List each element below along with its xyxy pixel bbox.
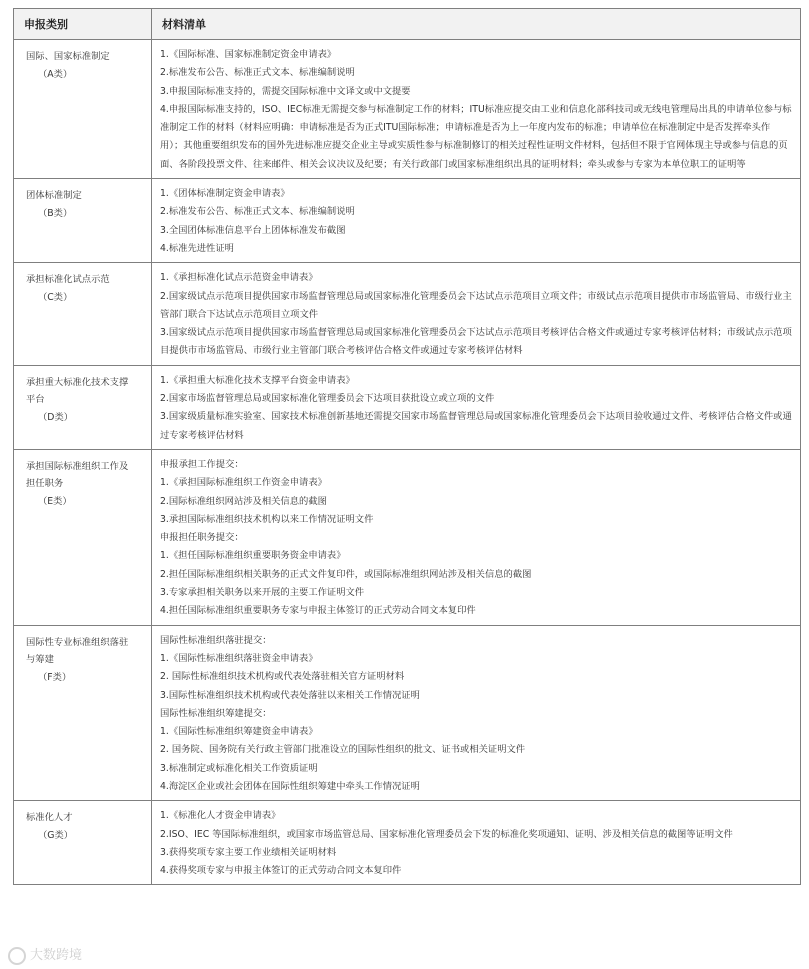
header-row xyxy=(14,9,801,40)
header-category: 申报类别 xyxy=(14,9,152,40)
materials-cell xyxy=(152,449,801,625)
category-line: 国际性专业标准组织落驻 xyxy=(26,636,129,648)
material-item: 1.《国际性标准组织落驻资金申请表》 xyxy=(160,652,318,664)
material-item: 申报担任职务提交： xyxy=(160,532,244,544)
header-materials: 材料清单 xyxy=(152,9,801,40)
materials-cell xyxy=(152,263,801,365)
category-line: （C类） xyxy=(38,291,73,303)
table-row xyxy=(14,179,801,263)
category-cell xyxy=(14,801,152,885)
category-line: （B类） xyxy=(38,207,73,219)
material-item: 2.国家市场监督管理总局或国家标准化管理委员会下达项目获批设立或立项的文件 xyxy=(160,393,495,405)
material-item: 3.国际性标准组织技术机构或代表处落驻以来相关工作情况证明 xyxy=(160,689,420,701)
category-line: 团体标准制定 xyxy=(26,190,82,202)
material-item: 4.标准先进性证明 xyxy=(160,242,234,254)
material-item: 4.获得奖项专家与申报主体签订的正式劳动合同文本复印件 xyxy=(160,865,402,877)
material-item: 2.ISO、IEC 等国际标准组织，或国家市场监管总局、国家标准化管理委员会下发的标准化奖项通知、证明、涉及相关信息的截图等证明文件 xyxy=(160,828,733,840)
table-row xyxy=(14,801,801,885)
category-cell xyxy=(14,179,152,263)
materials-cell xyxy=(152,365,801,449)
material-item: 1.《团体标准制定资金申请表》 xyxy=(160,188,290,200)
materials-cell xyxy=(152,179,801,263)
material-item: 1.《国际性标准组织筹建资金申请表》 xyxy=(160,726,318,738)
materials-table xyxy=(13,8,801,885)
category-cell xyxy=(14,365,152,449)
material-item: 国际性标准组织落驻提交： xyxy=(160,634,272,646)
materials-cell xyxy=(152,625,801,801)
category-line: 标准化人才 xyxy=(26,812,73,824)
category-line: 承担国际标准组织工作及 xyxy=(26,460,129,472)
table-row xyxy=(14,263,801,365)
category-line: （G类） xyxy=(38,829,74,841)
material-item: 1.《承担标准化试点示范资金申请表》 xyxy=(160,272,318,284)
table-body xyxy=(14,40,801,885)
category-cell xyxy=(14,263,152,365)
category-line: 与筹建 xyxy=(26,654,54,666)
material-item: 3.获得奖项专家主要工作业绩相关证明材料 xyxy=(160,846,337,858)
material-item: 3.申报国际标准支持的，需提交国际标准中文译文或中文提要 xyxy=(160,85,411,97)
category-line: （D类） xyxy=(38,411,74,423)
watermark xyxy=(8,944,82,965)
material-item: 4.担任国际标准组织重要职务专家与申报主体签订的正式劳动合同文本复印件 xyxy=(160,605,476,617)
material-item: 1.《承担重大标准化技术支撑平台资金申请表》 xyxy=(160,374,355,386)
table-row xyxy=(14,625,801,801)
material-item: 2. 国际性标准组织技术机构或代表处落驻相关官方证明材料 xyxy=(160,671,405,683)
category-line: （E类） xyxy=(38,495,72,507)
watermark-logo-icon xyxy=(8,947,26,965)
material-item: 2.标准发布公告、标准正式文本、标准编制说明 xyxy=(160,67,355,79)
category-cell xyxy=(14,40,152,179)
material-item: 4.海淀区企业或社会团体在国际性组织筹建中牵头工作情况证明 xyxy=(160,780,420,792)
material-item: 1.《国际标准、国家标准制定资金申请表》 xyxy=(160,49,337,60)
material-item: 2.担任国际标准组织相关职务的正式文件复印件，或国际标准组织网站涉及相关信息的截图 xyxy=(160,568,532,580)
category-line: （A类） xyxy=(38,68,73,80)
category-cell xyxy=(14,449,152,625)
category-line: 国际、国家标准制定 xyxy=(26,51,110,62)
materials-cell xyxy=(152,40,801,179)
material-item: 3.承担国际标准组织技术机构以来工作情况证明文件 xyxy=(160,513,374,525)
material-item: 3.国家级试点示范项目提供国家市场监督管理总局或国家标准化管理委员会下达试点示范项目考核评估合格文件或通过专家考核评估材料；市级试点示范项目提供市市场监管局、市级行业主管部门联合考核评估合格文件或通过专家考核评估材料 xyxy=(160,327,792,357)
material-item: 2. 国务院、国务院有关行政主管部门批准设立的国际性组织的批文、证书或相关证明文件 xyxy=(160,744,526,756)
material-item: 2.标准发布公告、标准正式文本、标准编制说明 xyxy=(160,206,355,218)
materials-cell xyxy=(152,801,801,885)
material-item: 3.专家承担相关职务以来开展的主要工作证明文件 xyxy=(160,587,365,599)
material-item: 申报承担工作提交： xyxy=(160,458,244,470)
category-line: 承担标准化试点示范 xyxy=(26,274,110,286)
material-item: 3.全国团体标准信息平台上团体标准发布截图 xyxy=(160,224,346,236)
material-item: 1.《承担国际标准组织工作资金申请表》 xyxy=(160,477,327,489)
category-cell xyxy=(14,625,152,801)
material-item: 1.《担任国际标准组织重要职务资金申请表》 xyxy=(160,550,346,562)
material-item: 3.标准制定或标准化相关工作资质证明 xyxy=(160,762,318,774)
table-row xyxy=(14,365,801,449)
material-item: 3.国家级质量标准实验室、国家技术标准创新基地还需提交国家市场监督管理总局或国家标准化管理委员会下达项目验收通过文件、考核评估合格文件或通过专家考核评估材料 xyxy=(160,411,792,441)
category-line: （F类） xyxy=(38,671,72,683)
material-item: 2.国际标准组织网站涉及相关信息的截图 xyxy=(160,495,327,507)
watermark-text: 大数跨境 xyxy=(30,948,83,963)
table-row xyxy=(14,40,801,179)
material-item: 2.国家级试点示范项目提供国家市场监督管理总局或国家标准化管理委员会下达试点示范项目立项文件；市级试点示范项目提供市市场监管局、市级行业主管部门联合下达试点示范项目立项文件 xyxy=(160,290,792,320)
material-item: 4.申报国际标准支持的，ISO、IEC标准无需提交参与标准制定工作的材料；ITU标准应提交由工业和信息化部科技司或无线电管理局出具的申请单位参与标准制定工作的材料（材料应明确：申请标准是否为正式ITU国际标准；申请标准是否为上一年度内发布的标准；申请单位在标准制定中是否发挥牵头作用）；其他重要组织发布的国外先进标准应提交企业主导或实质性参与标准制修订的相关过程性证明文件材料，包括但不限于官网体现主导或参与信息的页面、各阶段投票文件、往来邮件、相关会议决议及纪要；有关行政部门或国家标准组织出具的证明材料；牵头或参与专家为本单位职工的证明等 xyxy=(160,103,792,170)
material-item: 1.《标准化人才资金申请表》 xyxy=(160,810,281,822)
table-row xyxy=(14,449,801,625)
category-line: 平台 xyxy=(26,394,45,406)
category-line: 担任职务 xyxy=(26,478,64,490)
material-item: 国际性标准组织筹建提交： xyxy=(160,707,272,719)
category-line: 承担重大标准化技术支撑 xyxy=(26,376,129,388)
